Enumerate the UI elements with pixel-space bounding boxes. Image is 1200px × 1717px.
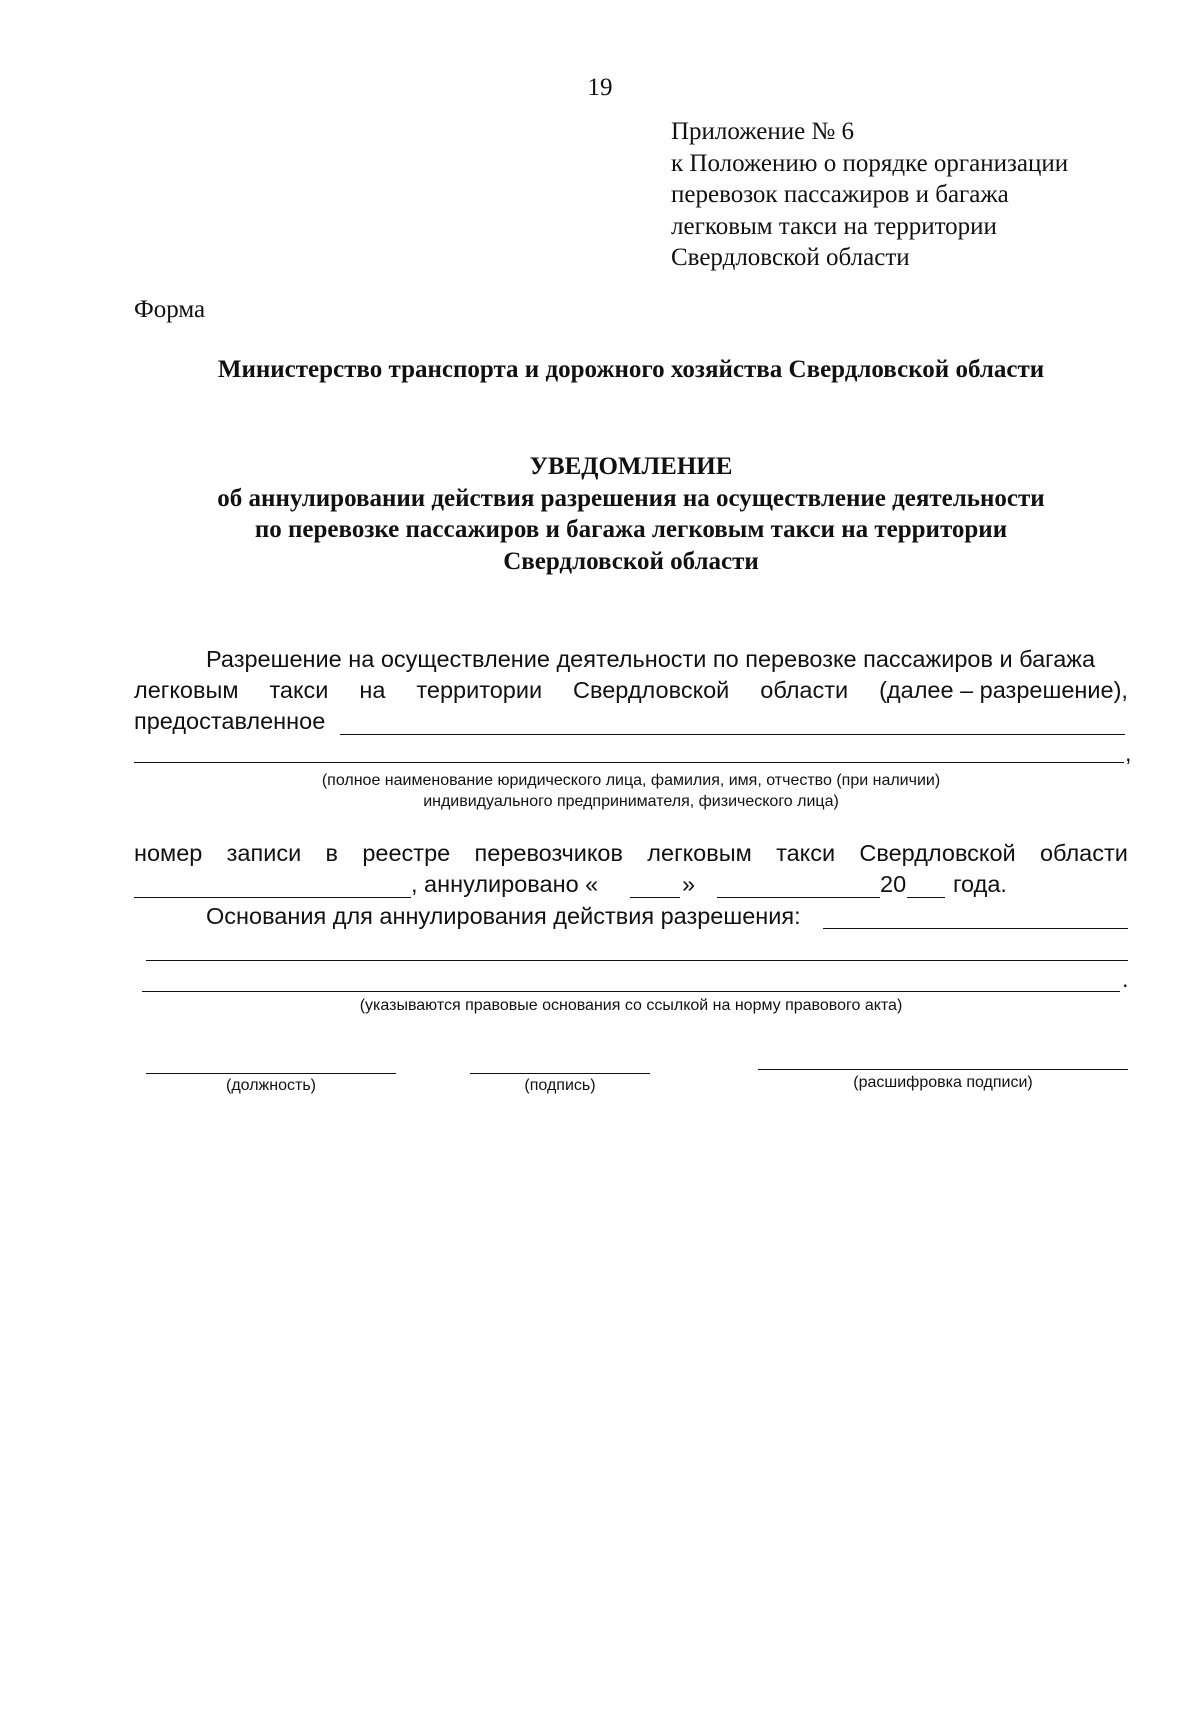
appendix-line: перевозок пассажиров и багажа (671, 181, 1009, 208)
signature-decoding-caption: (расшифровка подписи) (853, 1074, 1033, 1091)
signature-caption: (подпись) (524, 1077, 596, 1094)
registry-line (134, 840, 1128, 867)
word: территории (416, 677, 543, 703)
provided-to-field[interactable] (340, 734, 1125, 735)
word: Свердловской (859, 840, 1016, 866)
title-line: об аннулировании действия разрешения на осуществление деятельности (217, 484, 1045, 512)
permit-paragraph-line-2 (134, 677, 1128, 704)
word: номер (134, 840, 203, 866)
appendix-line: Приложение № 6 (671, 118, 855, 145)
word: записи (226, 840, 302, 866)
grounds-label: Основания для аннулирования действия разрешения: (206, 903, 801, 929)
document-title (0, 451, 1200, 577)
word: легковым (647, 840, 752, 866)
word: (далее – разрешение), (879, 677, 1128, 703)
year-prefix: 20 (880, 871, 907, 897)
word: в (325, 840, 339, 866)
word: области (1039, 840, 1128, 866)
period: . (1122, 966, 1129, 992)
holder-name-field[interactable] (134, 762, 1124, 763)
grounds-field-line-2[interactable] (146, 960, 1128, 961)
word: области (760, 677, 849, 703)
word: легковым (134, 677, 239, 703)
position-field[interactable] (146, 1073, 396, 1074)
word: такси (776, 840, 836, 866)
holder-caption-line-2: индивидуального предпринимателя, физического лица) (423, 793, 839, 810)
title-line: по перевозке пассажиров и багажа легковым такси на территории (254, 516, 1008, 543)
signature-decoding-field[interactable] (758, 1069, 1128, 1070)
grounds-caption: (указываются правовые основания со ссылкой на норму правового акта) (359, 997, 903, 1014)
signature-field[interactable] (470, 1073, 650, 1074)
year-field[interactable] (907, 897, 945, 898)
word: на (359, 677, 386, 703)
word: Свердловской (573, 677, 730, 703)
appendix-line: к Положению о порядке организации (671, 149, 1069, 177)
position-caption: (должность) (226, 1077, 316, 1094)
word: реестре (362, 840, 451, 866)
word: такси (269, 677, 329, 703)
comma: , (1125, 740, 1132, 766)
holder-caption-line-1: (полное наименование юридического лица, фамилия, имя, отчество (при наличии) (321, 772, 941, 789)
permit-paragraph-line-1: Разрешение на осуществление деятельности по перевозке пассажиров и багажа (206, 646, 1096, 672)
page-number: 19 (587, 74, 613, 101)
annulled-label: , аннулировано « (411, 871, 599, 897)
appendix-block (671, 116, 1068, 274)
grounds-field-line-3[interactable] (142, 991, 1120, 992)
title-heading: УВЕДОМЛЕНИЕ (529, 453, 733, 480)
year-suffix: года. (953, 871, 1007, 897)
grounds-field[interactable] (823, 928, 1128, 929)
appendix-line: Свердловской области (671, 244, 910, 271)
quote-close: » (682, 871, 696, 897)
ministry-name: Министерство транспорта и дорожного хозяйства Свердловской области (217, 356, 1045, 383)
registry-number-field[interactable] (134, 897, 411, 898)
form-label: Форма (134, 296, 206, 323)
word: перевозчиков (474, 840, 623, 866)
day-field[interactable] (630, 897, 680, 898)
provided-label: предоставленное (134, 708, 326, 734)
title-line: Свердловской области (503, 547, 759, 575)
month-field[interactable] (717, 897, 880, 898)
appendix-line: легковым такси на территории (671, 212, 997, 240)
